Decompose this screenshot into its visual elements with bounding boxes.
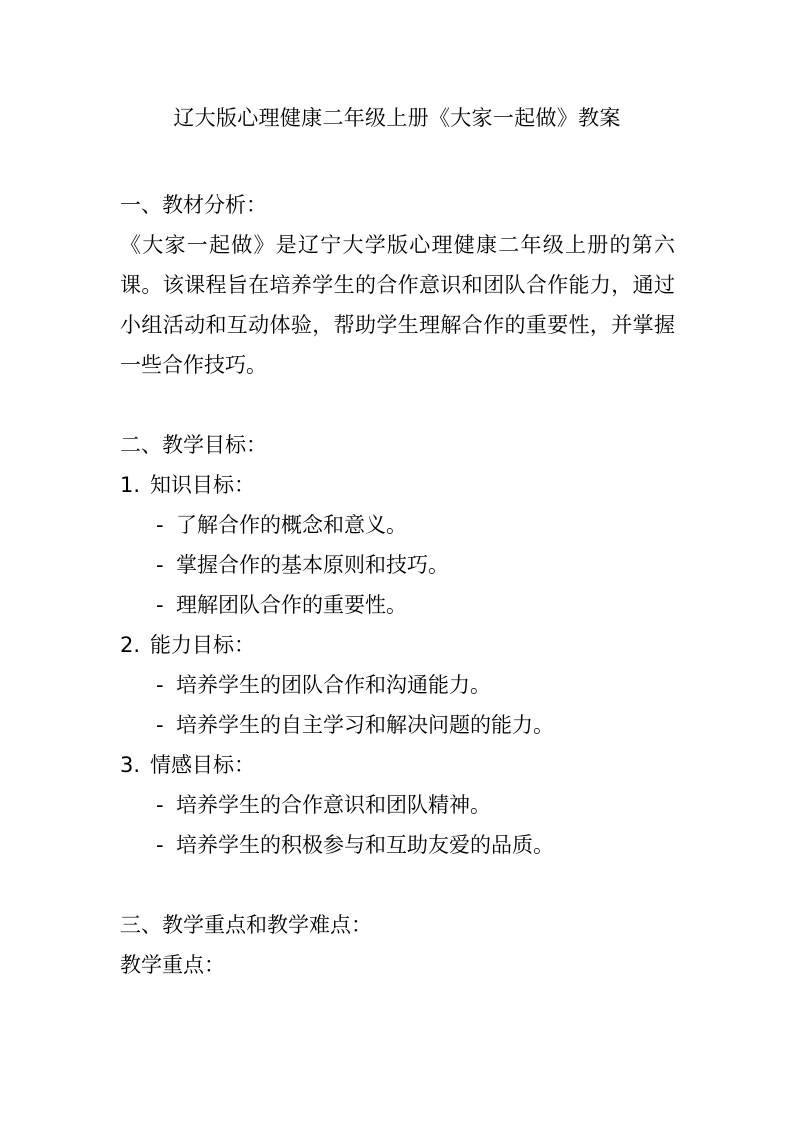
goal-item	[120, 705, 675, 745]
section-heading-goals: 二、教学目标：	[120, 433, 267, 457]
section-heading-key-points: 三、教学重点和教学难点：	[120, 913, 372, 937]
dash-marker: -	[156, 793, 164, 817]
goal-item	[120, 505, 675, 545]
blank-line	[120, 385, 675, 425]
goal-item	[120, 785, 675, 825]
goal-item-text: 掌握合作的基本原则和技巧。	[176, 553, 449, 577]
section-heading-analysis: 一、教材分析：	[120, 193, 267, 217]
goal-item-text: 理解团队合作的重要性。	[176, 593, 407, 617]
goal-item-text: 培养学生的积极参与和互助友爱的品质。	[176, 833, 554, 857]
analysis-paragraph: 《大家一起做》是辽宁大学版心理健康二年级上册的第六课。该课程旨在培养学生的合作意识和团队合作能力，通过小组活动和互动体验，帮助学生理解合作的重要性，并掌握一些合作技巧。	[120, 233, 675, 377]
goal-item-text: 培养学生的合作意识和团队精神。	[176, 793, 491, 817]
goal-item-text: 了解合作的概念和意义。	[176, 513, 407, 537]
goal-item	[120, 545, 675, 585]
goal-label: 能力目标：	[150, 633, 255, 657]
goal-number: 1.	[120, 473, 141, 497]
goal-heading-emotion	[120, 745, 675, 785]
goal-item	[120, 665, 675, 705]
goal-item-text: 培养学生的自主学习和解决问题的能力。	[176, 713, 554, 737]
goal-number: 3.	[120, 753, 141, 777]
dash-marker: -	[156, 673, 164, 697]
goal-number: 2.	[120, 633, 141, 657]
dash-marker: -	[156, 553, 164, 577]
goal-heading-ability	[120, 625, 675, 665]
dash-marker: -	[156, 833, 164, 857]
dash-marker: -	[156, 513, 164, 537]
goal-label: 情感目标：	[150, 753, 255, 777]
goal-item	[120, 585, 675, 625]
goal-item-text: 培养学生的团队合作和沟通能力。	[176, 673, 491, 697]
goal-label: 知识目标：	[150, 473, 255, 497]
subheading-key-points: 教学重点：	[120, 953, 225, 977]
goal-item	[120, 825, 675, 865]
dash-marker: -	[156, 593, 164, 617]
dash-marker: -	[156, 713, 164, 737]
document-title: 辽大版心理健康二年级上册《大家一起做》教案	[173, 106, 621, 130]
blank-line	[120, 865, 675, 905]
goal-heading-knowledge	[120, 465, 675, 505]
document-body	[120, 185, 675, 985]
